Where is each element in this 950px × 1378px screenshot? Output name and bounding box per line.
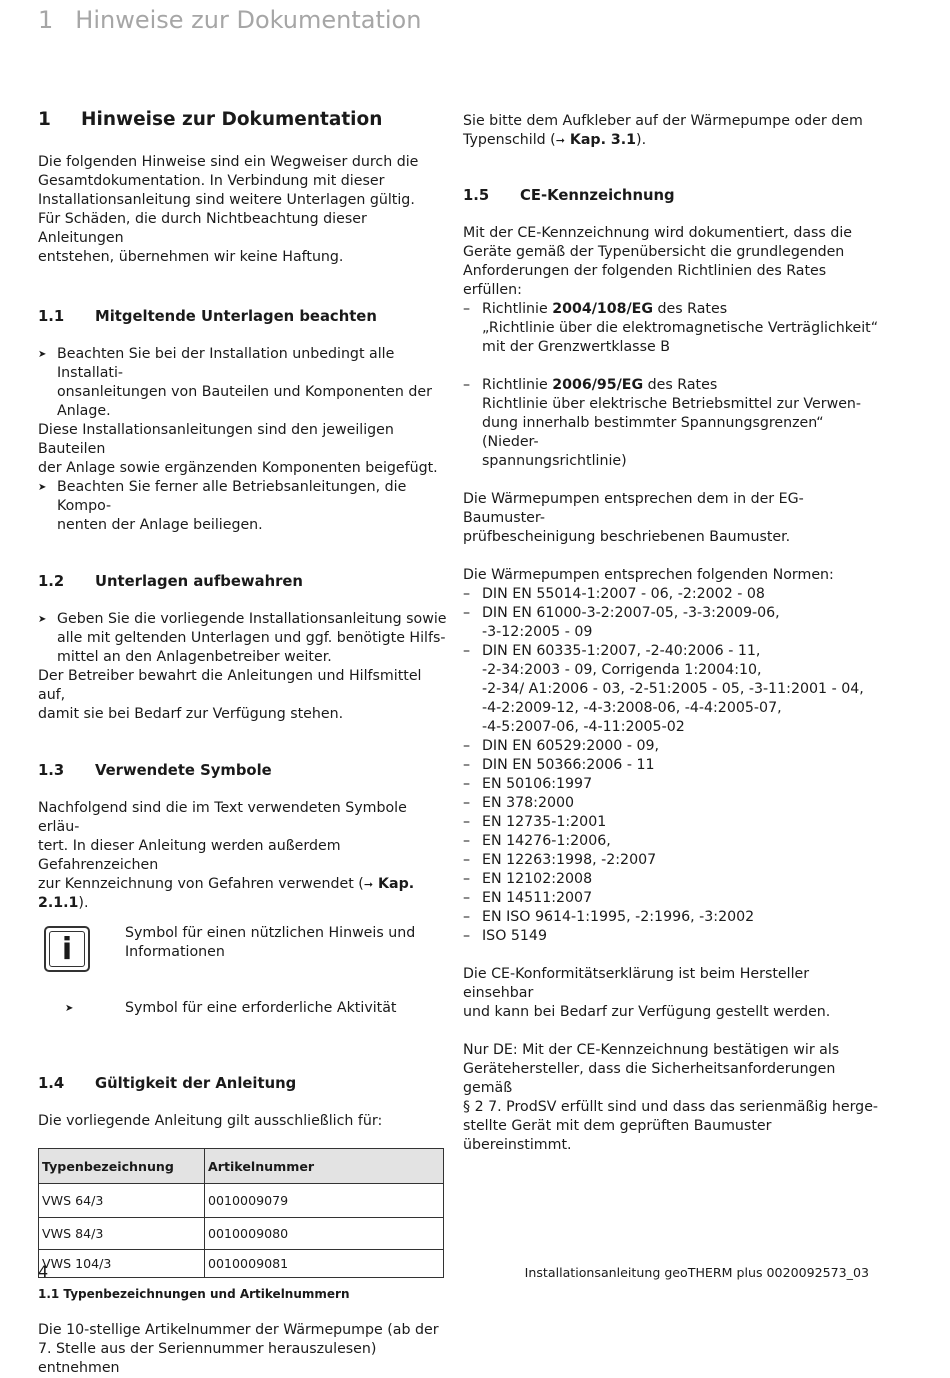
text-line: EN 12102:2008 xyxy=(482,871,593,887)
de-paragraph xyxy=(463,1041,883,1155)
reference-arrow-icon: ➞ xyxy=(555,134,565,147)
text-line: Typenschild ( xyxy=(463,132,556,148)
text-line: EN 12263:1998, -2:2007 xyxy=(482,852,657,868)
text-line: spannungsrichtlinie) xyxy=(482,453,627,469)
text-line: -2-34/ A1:2006 - 03, -2-51:2005 - 05, -3-11:2001 - 04, xyxy=(482,681,864,697)
info-symbol-row xyxy=(38,924,448,982)
norm-item xyxy=(463,794,883,813)
type-table xyxy=(38,1148,444,1278)
table-cell: 0010009081 xyxy=(205,1250,444,1278)
section-1-4-paragraph xyxy=(38,1321,448,1378)
text-line: alle mit geltenden Unterlagen und ggf. benötigte Hilfs- xyxy=(57,630,446,646)
text-line: Installationsanleitung sind weitere Unterlagen gültig. xyxy=(38,192,415,208)
text-line: Richtlinie xyxy=(482,301,553,317)
text-line: ). xyxy=(78,895,89,911)
text-line: stellte Gerät mit dem geprüften Baumuster übereinstimmt. xyxy=(463,1118,772,1153)
table-header-cell: Typenbezeichnung xyxy=(39,1149,205,1184)
text-line: Beachten Sie bei der Installation unbedingt alle Installati- xyxy=(57,346,395,381)
left-column xyxy=(38,108,448,1378)
text-line: -4-2:2009-12, -4-3:2008-06, -4-4:2005-07, xyxy=(482,700,782,716)
table-cell: VWS 84/3 xyxy=(39,1218,205,1250)
section-1-4-heading xyxy=(38,1074,448,1094)
text-line: tert. In dieser Anleitung werden außerdem Gefahrenzeichen xyxy=(38,838,341,873)
section-1-number: 1 xyxy=(38,109,51,130)
directive-item xyxy=(463,300,883,357)
text-line: mit der Grenzwertklasse B xyxy=(482,339,670,355)
text-line: Richtlinie über elektrische Betriebsmittel zur Verwen- xyxy=(482,396,862,412)
section-1-4-title: Gültigkeit der Anleitung xyxy=(95,1075,297,1092)
section-1-3-heading xyxy=(38,761,448,781)
table-cell: 0010009079 xyxy=(205,1184,444,1218)
text-line: Diese Installationsanleitungen sind den jeweiligen Bauteilen xyxy=(38,422,394,457)
text-line: EN 50106:1997 xyxy=(482,776,593,792)
text-line: DIN EN 50366:2006 - 11 xyxy=(482,757,655,773)
text-line: EN 14276-1:2006, xyxy=(482,833,611,849)
text-line: DIN EN 60335-1:2007, -2-40:2006 - 11, xyxy=(482,643,761,659)
text-line: „Richtlinie über die elektromagnetische Verträglichkeit“ xyxy=(482,320,879,336)
section-1-4-intro: Die vorliegende Anleitung gilt ausschließlich für: xyxy=(38,1113,383,1129)
directive-item xyxy=(463,376,883,471)
info-icon xyxy=(44,926,90,972)
text-line: nenten der Anlage beiliegen. xyxy=(57,517,263,533)
section-1-1-heading xyxy=(38,307,448,327)
text-line: des Rates xyxy=(643,377,718,393)
text-line: des Rates xyxy=(653,301,728,317)
text-line: damit sie bei Bedarf zur Verfügung stehen. xyxy=(38,706,344,722)
chapter-reference: Kap. 2.1.1 xyxy=(38,876,415,911)
section-1-4-number: 1.4 xyxy=(38,1075,65,1092)
action-arrow-icon: ➤ xyxy=(65,1003,74,1014)
table-header-row xyxy=(39,1149,444,1184)
text-line: Für Schäden, die durch Nichtbeachtung dieser Anleitungen xyxy=(38,211,367,246)
directive-code: 2006/95/EG xyxy=(552,377,644,393)
section-1-5-title: CE-Kennzeichnung xyxy=(520,187,675,204)
text-line: prüfbescheinigung beschriebenen Baumuster. xyxy=(463,529,791,545)
norm-item xyxy=(463,908,883,927)
norm-item xyxy=(463,604,883,642)
text-line: Die 10-stellige Artikelnummer der Wärmepumpe (ab der xyxy=(38,1322,439,1338)
text-line: Mit der CE-Kennzeichnung wird dokumentiert, dass die xyxy=(463,225,852,241)
text-line: EN 378:2000 xyxy=(482,795,575,811)
text-line: Die Wärmepumpen entsprechen dem in der EG-Baumuster- xyxy=(463,491,804,526)
norm-item xyxy=(463,832,883,851)
text-line: 7. Stelle aus der Seriennummer herauszulesen) entnehmen xyxy=(38,1341,377,1376)
text-line: zur Kennzeichnung von Gefahren verwendet ( xyxy=(38,876,364,892)
section-1-2-heading xyxy=(38,572,448,592)
section-1-5-intro xyxy=(463,224,883,300)
text-line: -3-12:2005 - 09 xyxy=(482,624,593,640)
norm-item xyxy=(463,585,883,604)
table-cell: VWS 64/3 xyxy=(39,1184,205,1218)
text-line: Geräte gemäß der Typenübersicht die grundlegenden xyxy=(463,244,845,260)
text-line: -2-34:2003 - 09, Corrigenda 1:2004:10, xyxy=(482,662,762,678)
norm-item xyxy=(463,642,883,737)
directive-list xyxy=(463,300,883,471)
running-header xyxy=(38,6,421,34)
text-line: Informationen xyxy=(125,944,225,960)
section-1-3-paragraph xyxy=(38,799,448,913)
section-1-1-title: Mitgeltende Unterlagen beachten xyxy=(95,308,377,325)
text-line: Sie bitte dem Aufkleber auf der Wärmepumpe oder dem xyxy=(463,113,863,129)
text-line: Symbol für einen nützlichen Hinweis und xyxy=(125,925,416,941)
norm-item xyxy=(463,756,883,775)
section-1-2-number: 1.2 xyxy=(38,573,65,590)
text-line: DIN EN 60529:2000 - 09, xyxy=(482,738,660,754)
text-line: Richtlinie xyxy=(482,377,553,393)
text-line: Die CE-Konformitätserklärung ist beim Hersteller einsehbar xyxy=(463,966,810,1001)
text-line: Gerätehersteller, dass die Sicherheitsanforderungen gemäß xyxy=(463,1061,836,1096)
running-header-title: Hinweise zur Dokumentation xyxy=(75,6,422,34)
right-column xyxy=(463,112,883,1155)
text-line: Anforderungen der folgenden Richtlinien des Rates erfüllen: xyxy=(463,263,827,298)
baumuster-paragraph xyxy=(463,490,883,547)
text-line: entstehen, übernehmen wir keine Haftung. xyxy=(38,249,344,265)
conformity-paragraph xyxy=(463,965,883,1022)
running-header-number: 1 xyxy=(38,6,54,34)
norm-item xyxy=(463,927,883,946)
info-symbol-text xyxy=(125,924,445,962)
norm-item xyxy=(463,851,883,870)
section-1-1-actions-2 xyxy=(38,478,448,535)
chapter-reference: Kap. 3.1 xyxy=(564,132,637,148)
text-line: Der Betreiber bewahrt die Anleitungen und Hilfsmittel auf, xyxy=(38,668,422,703)
action-item xyxy=(38,345,448,421)
text-line: ISO 5149 xyxy=(482,928,547,944)
continuation-paragraph xyxy=(463,112,883,150)
text-line: § 2 7. ProdSV erfüllt sind und dass das serienmäßig herge- xyxy=(463,1099,879,1115)
text-line: dung innerhalb bestimmter Spannungsgrenzen“ (Nieder- xyxy=(482,415,824,450)
text-line: der Anlage sowie ergänzenden Komponenten beigefügt. xyxy=(38,460,438,476)
section-1-2-paragraph xyxy=(38,667,448,724)
table-cell: VWS 104/3 xyxy=(39,1250,205,1278)
norm-item xyxy=(463,775,883,794)
section-1-5-number: 1.5 xyxy=(463,187,490,204)
footer-document-title: Installationsanleitung geoTHERM plus 0020092573_03 xyxy=(524,1265,869,1280)
info-icon-letter: i xyxy=(49,931,85,967)
section-1-paragraph xyxy=(38,153,448,267)
section-1-1-number: 1.1 xyxy=(38,308,65,325)
section-1-3-number: 1.3 xyxy=(38,762,65,779)
table-cell: 0010009080 xyxy=(205,1218,444,1250)
text-line: onsanleitungen von Bauteilen und Komponenten der xyxy=(57,384,432,400)
action-symbol-text: Symbol für eine erforderliche Aktivität xyxy=(125,1000,397,1016)
section-1-1-actions xyxy=(38,345,448,421)
norm-item xyxy=(463,870,883,889)
text-line: EN 12735-1:2001 xyxy=(482,814,607,830)
action-item xyxy=(38,478,448,535)
norm-item xyxy=(463,813,883,832)
section-1-1-paragraph xyxy=(38,421,448,478)
text-line: DIN EN 61000-3-2:2007-05, -3-3:2009-06, xyxy=(482,605,780,621)
table-row xyxy=(39,1218,444,1250)
section-1-2-title: Unterlagen aufbewahren xyxy=(95,573,303,590)
text-line: EN ISO 9614-1:1995, -2:1996, -3:2002 xyxy=(482,909,755,925)
norms-list xyxy=(463,585,883,946)
section-1-3-title: Verwendete Symbole xyxy=(95,762,272,779)
text-line: und kann bei Bedarf zur Verfügung gestellt werden. xyxy=(463,1004,831,1020)
section-1-heading xyxy=(38,108,448,132)
text-line: ). xyxy=(636,132,647,148)
norm-item xyxy=(463,889,883,908)
section-1-title: Hinweise zur Dokumentation xyxy=(81,109,383,130)
text-line: Nachfolgend sind die im Text verwendeten Symbole erläu- xyxy=(38,800,407,835)
directive-code: 2004/108/EG xyxy=(552,301,654,317)
text-line: mittel an den Anlagenbetreiber weiter. xyxy=(57,649,332,665)
text-line: DIN EN 55014-1:2007 - 06, -2:2002 - 08 xyxy=(482,586,765,602)
text-line: EN 14511:2007 xyxy=(482,890,593,906)
norms-intro: Die Wärmepumpen entsprechen folgenden Normen: xyxy=(463,567,834,583)
text-line: Nur DE: Mit der CE-Kennzeichnung bestätigen wir als xyxy=(463,1042,840,1058)
table-row xyxy=(39,1250,444,1278)
text-line: Anlage. xyxy=(57,403,111,419)
table-row xyxy=(39,1184,444,1218)
table-header-cell: Artikelnummer xyxy=(205,1149,444,1184)
section-1-5-heading xyxy=(463,186,883,206)
text-line: Die folgenden Hinweise sind ein Wegweiser durch die xyxy=(38,154,419,170)
text-line: -4-5:2007-06, -4-11:2005-02 xyxy=(482,719,685,735)
action-symbol-row xyxy=(38,999,448,1019)
text-line: Geben Sie die vorliegende Installationsanleitung sowie xyxy=(57,611,447,627)
norm-item xyxy=(463,737,883,756)
action-item xyxy=(38,610,448,667)
text-line: Beachten Sie ferner alle Betriebsanleitungen, die Kompo- xyxy=(57,479,407,514)
table-caption: 1.1 Typenbezeichnungen und Artikelnummern xyxy=(38,1287,350,1301)
page-number: 4 xyxy=(38,1262,49,1281)
text-line: Gesamtdokumentation. In Verbindung mit dieser xyxy=(38,173,385,189)
reference-arrow-icon: ➞ xyxy=(363,878,374,891)
section-1-2-actions xyxy=(38,610,448,667)
